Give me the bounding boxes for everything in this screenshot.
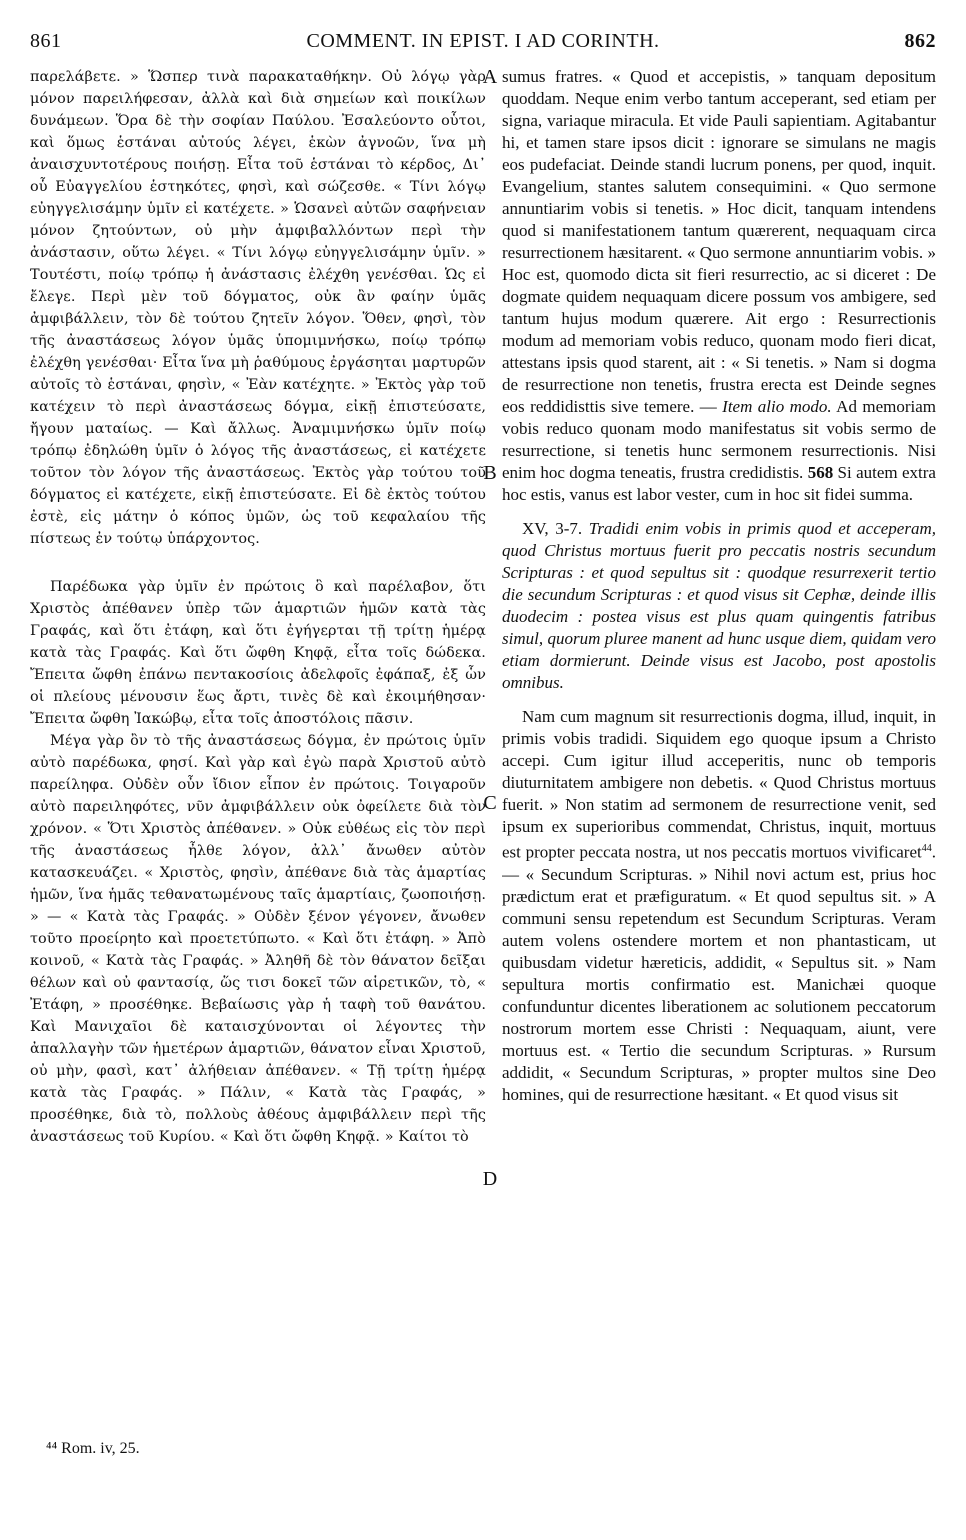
running-header <box>30 30 936 60</box>
right-page-number: 862 <box>904 30 936 52</box>
greek-paragraph-3: Μέγα γὰρ ὂν τὸ τῆς ἀναστάσεως δόγμα, ἐν πρώτοις ὑμῖν αὐτὸ παρέδωκα, φησί. Καὶ γὰρ καὶ ἐγὼ παρὰ Χριστοῦ αὐτὸ παρείληφα. Οὐδὲν οὖν ἴδιον εἶπον ἐν πρώτοις. Τοιγαροῦν αὐτὸ παρειληφότες, νῦν ἀμφιβάλλειν οὐκ ὀφείλετε διὰ τὸν χρόνον. « Ὅτι Χριστὸς ἀπέθανεν. » Οὐκ εὐθέως εἰς τὸν περὶ τῆς ἀναστάσεως ἦλθε λόγον, ἀλλ᾽ ἄνωθεν αὐτὸν κατασκευάζει. « Χριστὸς, φησὶν, ἀπέθανε διὰ τὰς ἁμαρτίας ἡμῶν, ἵνα ἡμᾶς τεθανατωμένους ταῖς ἁμαρτίαις, ζωοποιήσῃ. » — « Κατὰ τὰς Γραφάς. » Οὐδὲν ξένον γέγονεν, ἄνωθεν τοῦτο προείρηto καὶ προετετύπωτο. « Καὶ ὅτι ἐτάφη. » Ἀπὸ κοινοῦ, « Κατὰ τὰς Γραφάς. » Ἀληθῆ δὲ τὸν θάνατον δεῖξαι θέλων καὶ οὐ φαντασίᾳ, ὥς τισι δοκεῖ τῶν αἱρετικῶν, τὸ, « Ἐτάφη, » προσέθηκε. Βεβαίωσις γὰρ ἡ ταφὴ τοῦ θανάτου. Καὶ Μανιχαῖοι δὲ καταισχύνονται οἱ λέγοντες τὴν ἀπαλλαγὴν τῶν ἡμετέρων ἁμαρτιῶν, θάνατον εἶναι Χριστοῦ, οὐ μὴν, φασὶ, κατ᾽ ἀλήθειαν ἀπέθανεν. « Τῇ τρίτῃ ἡμέρᾳ κατὰ τὰς Γραφάς. » Πάλιν, « Κατὰ τὰς Γραφάς, » προσέθηκε, διὰ τὸ, πολλοὺς ἀθέους ἀμφιβάλλειν περὶ τῆς ἀναστάσεως τοῦ Κυρίου. « Καὶ ὅτι ὤφθη Κηφᾷ. » Καίτοι τὸ <box>30 733 486 1145</box>
latin-paragraph-1-part-a: sumus fratres. « Quod et accepistis, » tanquam depositum quoddam. Neque enim verbo tantum acceperant, sed etiam per signa, variaque miracula. Et vide Pauli sapientiam. Agitabantur hi, et tamen stare ipsos dicit : ignorare se simulans ne magis eos pudefaciat. Deinde standi lucrum ponens, per quod, inquit. Evangelium, stantes salutem consequimini. « Quo sermone annuntiarim vobis si tenetis. » Hoc dicit, tanquam intendens quod si manifestationem tantum quærerent, nequaquam circa resurrectionem hæsitarent. « Quo sermone annuntiarim vobis. » Hoc est, quomodo dicta sit fieri resurrectio, ac si diceret : De dogmate quidem nequaquam dicere possum vos ambigere, sed tantum hujus modum quærere. Ait ergo : Resurrectionis modum ad memoriam vobis reduco, quonam modo fieri dicat, attestans ipsis quod starent, ait : « Si tenetis. » Nam si dogma de resurrectione non tenetis, frustra erecta est Deinde segnes eos reddidisttis sive temere. — <box>502 67 936 416</box>
latin-italic-phrase: Item alio modo. <box>722 397 832 416</box>
latin-scripture-paragraph <box>502 518 936 694</box>
scripture-reference: XV, 3-7. <box>522 519 589 538</box>
footnote-reference: 44 <box>921 843 932 854</box>
latin-paragraph-3-part-b: . — « Secundum Scripturas. » Nihil novi actum est, prius hoc prædictum erat et præfiguratum. « Et quod sepultus sit. » A communi sensu repetendum est Secundum Scripturas. Veram autem volens ostendere mortem et non phantasticam, ut quibusdam videtur hæreticis, addidit, « Sepultus sit. » Nam sepultura mortis confirmatio est. Manichæi quoque confunduntur dicentes liberationem ac solutionem peccatorum nostrorum mortem esse Christi : Nequaquam, aiunt, vere mortuus est. « Tertio die secundum Scripturas. » Rursum addidit, « Secundum Scripturas, » propter multos sine Deo homines, qui de resurrectione hæsitant. « Et quod visus sit <box>502 842 936 1104</box>
latin-paragraph-1-part-b: Ad memoriam vobis reduco quonam modo manifestatus sit vobis sermo de resurrectione, si tenetis hunc sermonem resurrectionis. Nisi enim hoc dogma teneatis, frustra credidistis. <box>502 397 936 482</box>
running-title: COMMENT. IN EPIST. I AD CORINTH. <box>306 30 660 52</box>
greek-paragraph-2: Παρέδωκα γὰρ ὑμῖν ἐν πρώτοις ὃ καὶ παρέλαβον, ὅτι Χριστὸς ἀπέθανεν ὑπὲρ τῶν ἁμαρτιῶν ἡμῶν κατὰ τὰς Γραφάς, καὶ ὅτι ἐτάφη, καὶ ὅτι ἐγήγερται τῇ τρίτῃ ἡμέρᾳ κατὰ τὰς Γραφάς. Καὶ ὅτι ὤφθη Κηφᾷ, εἶτα τοῖς δώδεκα. Ἔπειτα ὤφθη ἐπάνω πεντακοσίοις ἀδελφοῖς ἐφάπαξ, ἐξ ὧν οἱ πλείους μένουσιν ἕως ἄρτι, τινὲς δὲ καὶ ἐκοιμήθησαν· Ἔπειτα ὤφθη Ἰακώβῳ, εἶτα τοῖς ἀποστόλοις πᾶσιν. <box>30 579 486 727</box>
left-page-number: 861 <box>30 30 62 52</box>
footnote: ⁴⁴ Rom. iv, 25. <box>46 1440 140 1457</box>
margin-marker-b: B <box>483 462 497 484</box>
scripture-text: Tradidi enim vobis in primis quod et acceperam, quod Christus mortuus fuerit pro peccatis nostris secundum Scripturas : et quod sepultus sit : quodque resurrexerit tertio die secundum Scripturas : et quod visus sit Cephæ, deinde illis duodecim : postea visus est plus quam quingentis fatribus simul, quorum pluree manent ad hunc usque diem, quidam vero etiam dormierunt. Deinde visus est Jacobo, post apostolis omnibus. <box>502 519 936 692</box>
margin-marker-a: A <box>482 66 498 88</box>
column-number: 568 <box>807 463 834 482</box>
latin-paragraph-1-part-c: Si autem extra hoc estis, vanus est labor vester, cum in hoc sit fidei summa. <box>502 463 936 504</box>
margin-marker-c: C <box>483 792 497 814</box>
margin-marker-d: D <box>482 1168 498 1190</box>
latin-paragraph-3-part-a: Nam cum magnum sit resurrectionis dogma, illud, inquit, in primis vobis tradidi. Siquidem ego quoque ipsum a Christo accepi. Cum igitur illud acceperitis, nunc ob temporis diuturnitatem ambigere non debetis. « Quod Christus mortuus fuerit. » Non statim ad sermonem de resurrectione venit, sed ipsum ex superioribus commendat, Christus, inquit, mortuus est propter peccata nostra, ut nos peccatis mortuos vivificaret <box>502 707 936 862</box>
latin-paragraph-1 <box>502 66 936 506</box>
greek-paragraph-1: παρελάβετε. » Ὥσπερ τινὰ παρακαταθήκην. Οὐ λόγῳ γὰρ μόνον παρειλήφεσαν, ἀλλὰ καὶ διὰ σημείων καὶ ποικίλων δυνάμεων. Ὅρα δὲ τὴν σοφίαν Παύλου. Ἐσαλεύοντο οὗτοι, καὶ ὅμως ἑστάναι αὐτούς λέγει, ἑκὼν ἀγνοῶν, ἵνα μὴ ἀναισχυντοτέρους ποιήσῃ. Εἶτα τοῦ ἑστάναι τὸ κέρδος, Δι᾽ οὗ Εὐαγγελίου ἑστηκότες, φησὶ, καὶ σώζεσθε. « Τίνι λόγῳ εὐηγγελισάμην ὑμῖν εἰ κατέχετε. » Ὡσανεὶ αὐτῶν σαφήνειαν μόνον ζητούντων, οὐ μὴν ἀμφιβαλλόντων περὶ τὴν ἀνάστασιν, οὕτω λέγει. « Τίνι λόγῳ εὐηγγελισάμην ὑμῖν. » Τουτέστι, ποίῳ τρόπῳ ἡ ἀνάστασις ἐλέχθη γενέσθαι. Ὡς εἰ ἔλεγε. Περὶ μὲν τοῦ δόγματος, οὐκ ἂν φαίην ὑμᾶς ἀμφιβάλλειν, τὸν δὲ τούτου ζητεῖν λόγον. Ὅθεν, φησὶ, τὸν τῆς ἀναστάσεως λόγον ὑμᾶς ὑπομιμνήσκω, ποίῳ τρόπῳ ἐλέχθη γενέσθαι· Εἶτα ἵνα μὴ ῥαθύμους ἐργάσηται μαρτυρῶν αὐτοῖς τὸ ἑστάναι, φησὶν, « Ἐὰν κατέχητε. » Ἐκτὸς γὰρ τοῦ κατέχειν τὸ περὶ ἀναστάσεως δόγμα, εἰκῇ ἐπιστεύσατε, ἤγουν ματαίως. — Καὶ ἄλλως. Ἀναμιμνήσκω ὑμῖν ποίῳ τρόπῳ ἐδηλώθη ὑμῖν ὁ λόγος τῆς ἀναστάσεως, εἰ κατέχετε τοῦτον τὸν λόγον τῆς ἀναστάσεως. Ἐκτὸς γὰρ τούτου τοῦ δόγματος εἰ κατέχετε, εἰκῇ ἐπιστεύσατε. Εἰ δὲ ἐκτὸς τούτου ἐστὲ, εἰς μάτην ὁ κόπος ὑμῶν, ὡς τοῦ κεφαλαίου τῆς πίστεως ἐν τούτῳ ὑπάρχοντος. <box>30 69 486 547</box>
latin-paragraph-3 <box>502 706 936 1106</box>
greek-column <box>30 66 486 1406</box>
latin-column <box>502 66 936 1406</box>
